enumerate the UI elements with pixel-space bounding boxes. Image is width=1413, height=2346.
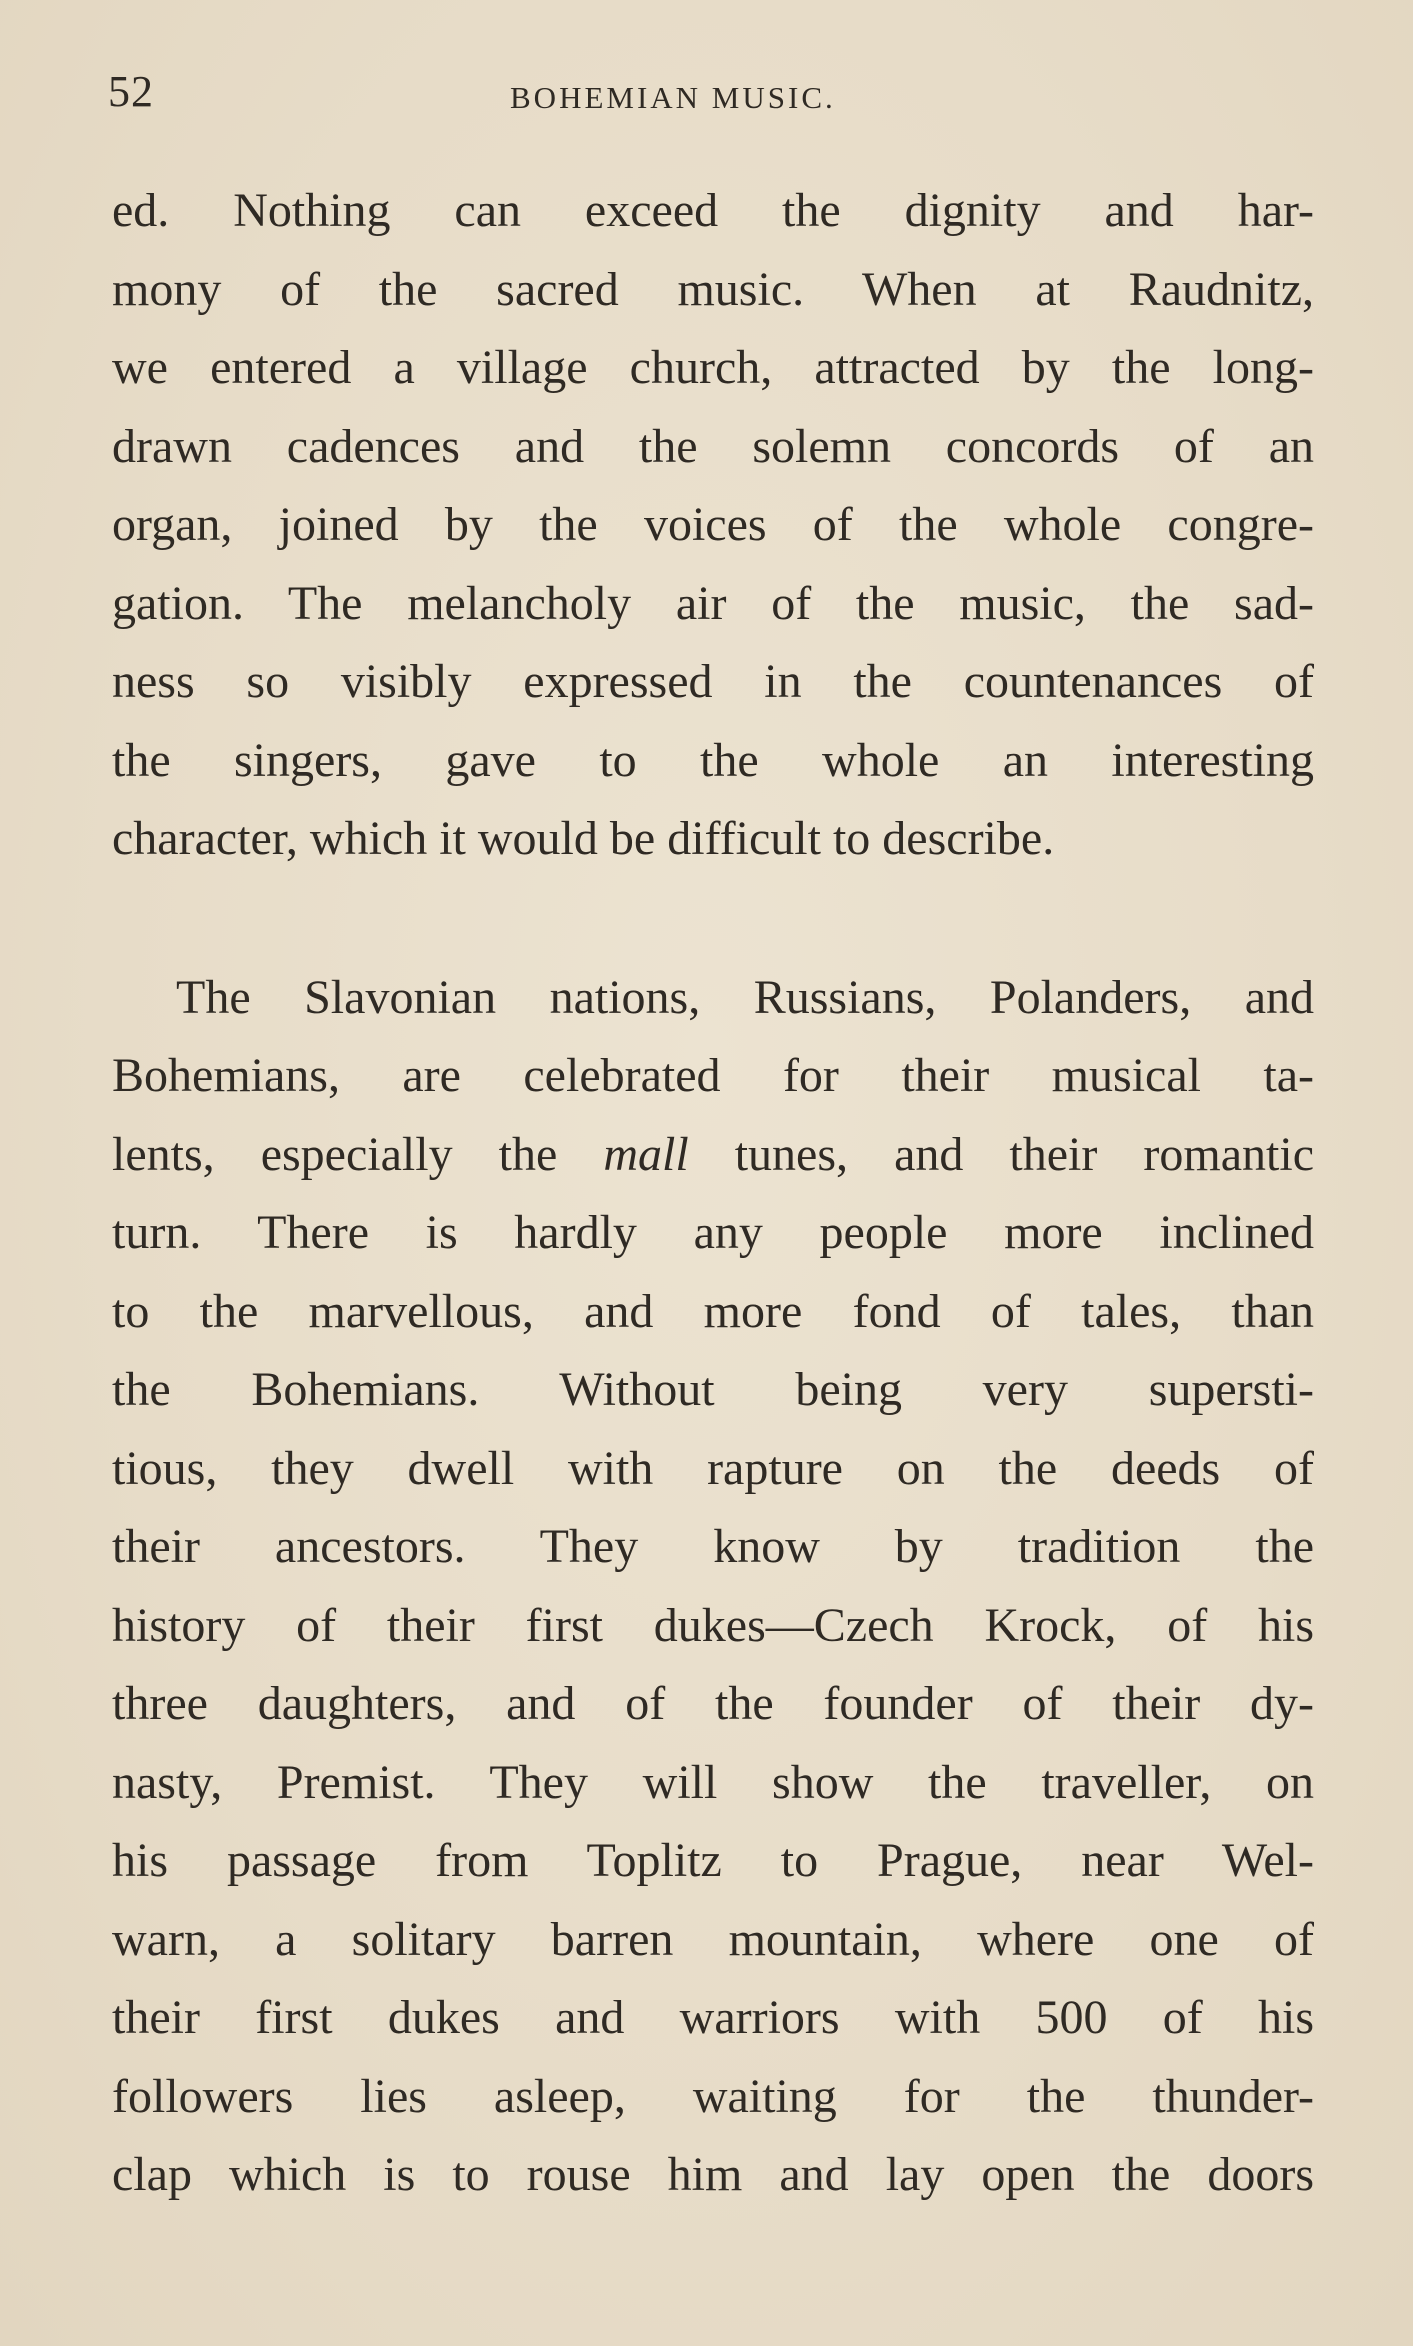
text-line: to the marvellous, and more fond of tales, than <box>112 1284 1314 1338</box>
body-text <box>112 172 1314 2215</box>
text-line: three daughters, and of the founder of their dy- <box>112 1677 1314 1730</box>
italic-word: mall <box>603 1127 689 1181</box>
text-line: mony of the sacred music. When at Raudnitz, <box>112 262 1314 316</box>
text-line: the Bohemians. Without being very supersti- <box>112 1363 1314 1416</box>
text-line: turn. There is hardly any people more inclined <box>112 1206 1314 1259</box>
text-line: ed. Nothing can exceed the dignity and har- <box>112 184 1314 237</box>
text-line: clap which is to rouse him and lay open the doors <box>112 2148 1314 2201</box>
text-run: tunes, and their romantic <box>688 1127 1315 1181</box>
text-line: the singers, gave to the whole an interesting <box>112 733 1314 787</box>
text-line: character, which it would be difficult to describe. <box>112 812 1055 865</box>
text-line: nasty, Premist. They will show the traveller, on <box>112 1755 1314 1809</box>
text-line: gation. The melancholy air of the music, the sad- <box>112 576 1314 630</box>
text-line: Bohemians, are celebrated for their musical ta- <box>112 1049 1314 1102</box>
paragraph <box>112 172 1314 879</box>
text-line: ness so visibly expressed in the countenances of <box>112 655 1314 708</box>
running-head <box>108 66 1308 126</box>
text-line: tious, they dwell with rapture on the deeds of <box>112 1441 1314 1495</box>
text-run: lents, especially the <box>112 1127 604 1181</box>
running-title: BOHEMIAN MUSIC. <box>510 80 836 115</box>
paragraph <box>112 959 1314 2215</box>
page-number: 52 <box>108 67 154 116</box>
text-line: drawn cadences and the solemn concords of an <box>112 419 1314 473</box>
text-line: The Slavonian nations, Russians, Polanders, and <box>176 970 1314 1024</box>
text-line <box>112 1116 1314 1195</box>
text-line: followers lies asleep, waiting for the thunder- <box>112 2069 1314 2123</box>
text-line: we entered a village church, attracted by the long- <box>112 341 1314 394</box>
text-line: their ancestors. They know by tradition the <box>112 1520 1314 1573</box>
text-line: their first dukes and warriors with 500 of his <box>112 1991 1314 2044</box>
text-line: warn, a solitary barren mountain, where one of <box>112 1912 1314 1966</box>
text-line: history of their first dukes—Czech Krock, of his <box>112 1598 1314 1652</box>
text-line: organ, joined by the voices of the whole congre- <box>112 498 1314 551</box>
text-line: his passage from Toplitz to Prague, near Wel- <box>112 1834 1314 1887</box>
